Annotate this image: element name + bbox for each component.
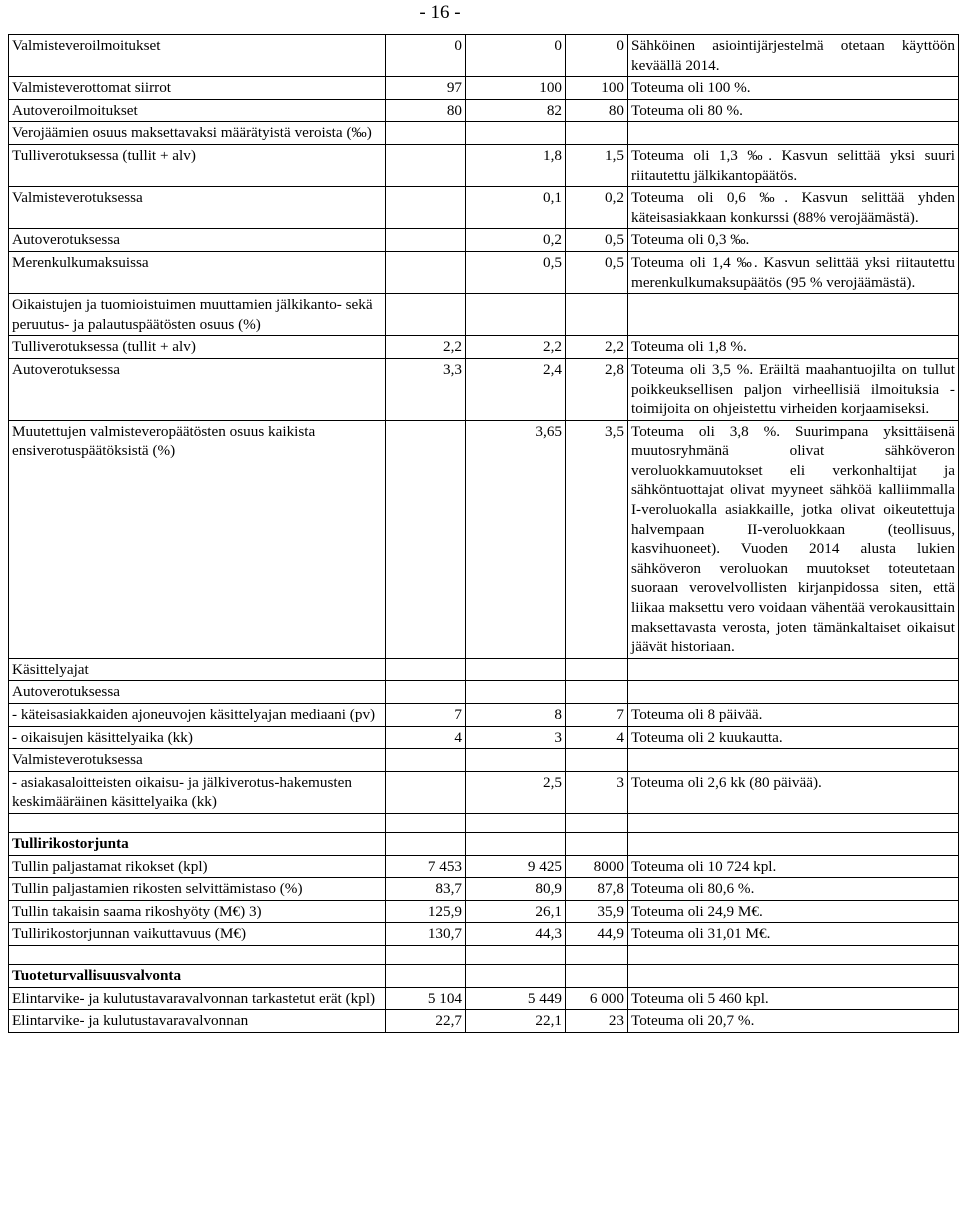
table-row bbox=[9, 987, 959, 1010]
value-cell-1 bbox=[386, 187, 466, 229]
value-cell-2: 26,1 bbox=[466, 900, 566, 923]
value-cell-3: 4 bbox=[566, 726, 628, 749]
row-label: Elintarvike- ja kulutustavaravalvonnan bbox=[9, 1010, 386, 1033]
value-cell-3: 23 bbox=[566, 1010, 628, 1033]
value-cell-3: 1,5 bbox=[566, 144, 628, 186]
row-label: Valmisteverottomat siirrot bbox=[9, 77, 386, 100]
value-cell-3: 7 bbox=[566, 704, 628, 727]
value-cell-2 bbox=[466, 294, 566, 336]
value-cell-3 bbox=[566, 658, 628, 681]
row-label: Tullin paljastamat rikokset (kpl) bbox=[9, 855, 386, 878]
value-cell-3 bbox=[566, 749, 628, 772]
empty-cell bbox=[386, 813, 466, 832]
note-cell bbox=[628, 832, 959, 855]
value-cell-2: 44,3 bbox=[466, 923, 566, 946]
value-cell-3: 100 bbox=[566, 77, 628, 100]
row-label: Tulliverotuksessa (tullit + alv) bbox=[9, 144, 386, 186]
value-cell-1: 22,7 bbox=[386, 1010, 466, 1033]
value-cell-3: 44,9 bbox=[566, 923, 628, 946]
note-cell: Toteuma oli 1,4 ‰. Kasvun selittää yksi riitautettu merenkulkumaksupäätös (95 % verojäämästä). bbox=[628, 251, 959, 293]
value-cell-2: 100 bbox=[466, 77, 566, 100]
row-label: Verojäämien osuus maksettavaksi määrätyistä veroista (‰) bbox=[9, 122, 386, 145]
row-label: Tullin paljastamien rikosten selvittämistaso (%) bbox=[9, 878, 386, 901]
table-row bbox=[9, 923, 959, 946]
table-row bbox=[9, 229, 959, 252]
value-cell-1: 7 453 bbox=[386, 855, 466, 878]
table-row bbox=[9, 251, 959, 293]
empty-cell bbox=[466, 813, 566, 832]
value-cell-1 bbox=[386, 294, 466, 336]
value-cell-2 bbox=[466, 832, 566, 855]
table-row bbox=[9, 294, 959, 336]
row-label: Autoverotuksessa bbox=[9, 229, 386, 252]
value-cell-1: 0 bbox=[386, 35, 466, 77]
note-cell bbox=[628, 658, 959, 681]
value-cell-2: 2,2 bbox=[466, 336, 566, 359]
note-cell bbox=[628, 749, 959, 772]
note-cell: Toteuma oli 31,01 M€. bbox=[628, 923, 959, 946]
table-row bbox=[9, 122, 959, 145]
table-row bbox=[9, 35, 959, 77]
table-row bbox=[9, 658, 959, 681]
value-cell-3: 0,2 bbox=[566, 187, 628, 229]
note-cell: Toteuma oli 80 %. bbox=[628, 99, 959, 122]
row-label: Tulliverotuksessa (tullit + alv) bbox=[9, 336, 386, 359]
value-cell-3: 0 bbox=[566, 35, 628, 77]
table-row bbox=[9, 336, 959, 359]
note-cell: Toteuma oli 20,7 %. bbox=[628, 1010, 959, 1033]
value-cell-1: 125,9 bbox=[386, 900, 466, 923]
row-label: Valmisteveroilmoitukset bbox=[9, 35, 386, 77]
row-label: Valmisteverotuksessa bbox=[9, 187, 386, 229]
note-cell bbox=[628, 122, 959, 145]
note-cell: Toteuma oli 3,5 %. Eräiltä maahantuojilta on tullut poikkeuksellisen paljon virheellisiä ilmoituksia - toimijoita on ohjeistettu virheiden korjaamiseksi. bbox=[628, 358, 959, 420]
table-row bbox=[9, 900, 959, 923]
table-row bbox=[9, 187, 959, 229]
value-cell-3: 0,5 bbox=[566, 229, 628, 252]
table-row bbox=[9, 832, 959, 855]
note-cell: Toteuma oli 5 460 kpl. bbox=[628, 987, 959, 1010]
value-cell-1 bbox=[386, 229, 466, 252]
row-label: - asiakasaloitteisten oikaisu- ja jälkiverotus-hakemusten keskimääräinen käsittelyaika (kk) bbox=[9, 771, 386, 813]
spacer-row bbox=[9, 813, 959, 832]
note-cell: Toteuma oli 10 724 kpl. bbox=[628, 855, 959, 878]
row-label: Merenkulkumaksuissa bbox=[9, 251, 386, 293]
value-cell-1 bbox=[386, 964, 466, 987]
row-label: - oikaisujen käsittelyaika (kk) bbox=[9, 726, 386, 749]
value-cell-3 bbox=[566, 294, 628, 336]
value-cell-2 bbox=[466, 658, 566, 681]
note-cell: Toteuma oli 1,3 ‰. Kasvun selittää yksi suuri riitautettu jälkikantopäätös. bbox=[628, 144, 959, 186]
empty-cell bbox=[386, 945, 466, 964]
value-cell-1: 83,7 bbox=[386, 878, 466, 901]
value-cell-2: 2,4 bbox=[466, 358, 566, 420]
table-row bbox=[9, 681, 959, 704]
row-label: Oikaistujen ja tuomioistuimen muuttamien jälkikanto- sekä peruutus- ja palautuspäätösten osuus (%) bbox=[9, 294, 386, 336]
table-row bbox=[9, 749, 959, 772]
note-cell bbox=[628, 294, 959, 336]
value-cell-2: 82 bbox=[466, 99, 566, 122]
empty-cell bbox=[628, 945, 959, 964]
performance-table bbox=[8, 34, 959, 1033]
value-cell-3: 8000 bbox=[566, 855, 628, 878]
spacer-row bbox=[9, 945, 959, 964]
note-cell: Toteuma oli 2,6 kk (80 päivää). bbox=[628, 771, 959, 813]
table-row bbox=[9, 964, 959, 987]
empty-cell bbox=[9, 945, 386, 964]
value-cell-2 bbox=[466, 964, 566, 987]
note-cell: Toteuma oli 100 %. bbox=[628, 77, 959, 100]
row-label: Muutettujen valmisteveropäätösten osuus kaikista ensiverotuspäätöksistä (%) bbox=[9, 420, 386, 658]
note-cell bbox=[628, 964, 959, 987]
row-label: Autoverotuksessa bbox=[9, 358, 386, 420]
page-number: - 16 - bbox=[419, 2, 461, 23]
table-row bbox=[9, 99, 959, 122]
value-cell-2: 2,5 bbox=[466, 771, 566, 813]
value-cell-3: 87,8 bbox=[566, 878, 628, 901]
value-cell-3: 35,9 bbox=[566, 900, 628, 923]
value-cell-1: 4 bbox=[386, 726, 466, 749]
table-body bbox=[9, 35, 959, 1033]
table-row bbox=[9, 420, 959, 658]
row-label: Tullin takaisin saama rikoshyöty (M€) 3) bbox=[9, 900, 386, 923]
value-cell-1 bbox=[386, 122, 466, 145]
value-cell-3: 2,2 bbox=[566, 336, 628, 359]
value-cell-3: 3 bbox=[566, 771, 628, 813]
note-cell: Toteuma oli 24,9 M€. bbox=[628, 900, 959, 923]
value-cell-2: 22,1 bbox=[466, 1010, 566, 1033]
empty-cell bbox=[566, 945, 628, 964]
value-cell-2: 1,8 bbox=[466, 144, 566, 186]
value-cell-1 bbox=[386, 420, 466, 658]
table-row bbox=[9, 855, 959, 878]
empty-cell bbox=[466, 945, 566, 964]
value-cell-2: 0,2 bbox=[466, 229, 566, 252]
table-row bbox=[9, 1010, 959, 1033]
value-cell-2: 0 bbox=[466, 35, 566, 77]
note-cell: Toteuma oli 2 kuukautta. bbox=[628, 726, 959, 749]
note-cell: Toteuma oli 3,8 %. Suurimpana yksittäisenä muutosryhmänä olivat sähköveron veroluokkamuutokset eli verkonhaltijat ja sähköntuottajat olivat myyneet sähköä kalliimmalla I-veroluokalla asiakkaille, jotka olivat oikeutettuja halvempaan II-veroluokkaan (teollisuus, kasvihuoneet). Vuoden 2014 alusta lukien sähköveron veroluokan muutokset toteutetaan suoraan verovelvollisten kirjanpidossa siten, että liikaa maksettu vero voidaan vähentää verokausittain maksettavasta verosta, joten tämänkaltaiset oikaisut jäävät historiaan. bbox=[628, 420, 959, 658]
value-cell-3 bbox=[566, 122, 628, 145]
row-label: Tuoteturvallisuusvalvonta bbox=[9, 964, 386, 987]
value-cell-3 bbox=[566, 681, 628, 704]
row-label: Autoveroilmoitukset bbox=[9, 99, 386, 122]
value-cell-1 bbox=[386, 144, 466, 186]
value-cell-1 bbox=[386, 749, 466, 772]
note-cell: Toteuma oli 0,3 ‰. bbox=[628, 229, 959, 252]
value-cell-3: 0,5 bbox=[566, 251, 628, 293]
empty-cell bbox=[9, 813, 386, 832]
table-row bbox=[9, 358, 959, 420]
value-cell-2: 0,1 bbox=[466, 187, 566, 229]
value-cell-1 bbox=[386, 658, 466, 681]
value-cell-2: 9 425 bbox=[466, 855, 566, 878]
value-cell-1: 5 104 bbox=[386, 987, 466, 1010]
value-cell-3: 6 000 bbox=[566, 987, 628, 1010]
row-label: Autoverotuksessa bbox=[9, 681, 386, 704]
table-row bbox=[9, 878, 959, 901]
value-cell-2: 3 bbox=[466, 726, 566, 749]
value-cell-1: 7 bbox=[386, 704, 466, 727]
value-cell-2: 80,9 bbox=[466, 878, 566, 901]
value-cell-2: 5 449 bbox=[466, 987, 566, 1010]
row-label: Käsittelyajat bbox=[9, 658, 386, 681]
row-label: Tullirikostorjunnan vaikuttavuus (M€) bbox=[9, 923, 386, 946]
value-cell-3: 2,8 bbox=[566, 358, 628, 420]
value-cell-3 bbox=[566, 964, 628, 987]
value-cell-2 bbox=[466, 681, 566, 704]
value-cell-3 bbox=[566, 832, 628, 855]
value-cell-3: 3,5 bbox=[566, 420, 628, 658]
value-cell-2: 3,65 bbox=[466, 420, 566, 658]
table-row bbox=[9, 77, 959, 100]
note-cell: Toteuma oli 8 päivää. bbox=[628, 704, 959, 727]
empty-cell bbox=[628, 813, 959, 832]
value-cell-1 bbox=[386, 832, 466, 855]
value-cell-1: 130,7 bbox=[386, 923, 466, 946]
row-label: - käteisasiakkaiden ajoneuvojen käsittelyajan mediaani (pv) bbox=[9, 704, 386, 727]
table-row bbox=[9, 144, 959, 186]
value-cell-1: 2,2 bbox=[386, 336, 466, 359]
note-cell bbox=[628, 681, 959, 704]
note-cell: Sähköinen asiointijärjestelmä otetaan käyttöön keväällä 2014. bbox=[628, 35, 959, 77]
value-cell-1 bbox=[386, 771, 466, 813]
note-cell: Toteuma oli 1,8 %. bbox=[628, 336, 959, 359]
value-cell-1: 80 bbox=[386, 99, 466, 122]
table-row bbox=[9, 771, 959, 813]
value-cell-2 bbox=[466, 749, 566, 772]
note-cell: Toteuma oli 0,6 ‰. Kasvun selittää yhden käteisasiakkaan konkurssi (88% verojäämästä). bbox=[628, 187, 959, 229]
table-row bbox=[9, 704, 959, 727]
value-cell-1: 97 bbox=[386, 77, 466, 100]
value-cell-1 bbox=[386, 681, 466, 704]
value-cell-2 bbox=[466, 122, 566, 145]
note-cell: Toteuma oli 80,6 %. bbox=[628, 878, 959, 901]
value-cell-2: 0,5 bbox=[466, 251, 566, 293]
row-label: Elintarvike- ja kulutustavaravalvonnan tarkastetut erät (kpl) bbox=[9, 987, 386, 1010]
value-cell-3: 80 bbox=[566, 99, 628, 122]
value-cell-2: 8 bbox=[466, 704, 566, 727]
value-cell-1: 3,3 bbox=[386, 358, 466, 420]
row-label: Tullirikostorjunta bbox=[9, 832, 386, 855]
empty-cell bbox=[566, 813, 628, 832]
table-row bbox=[9, 726, 959, 749]
row-label: Valmisteverotuksessa bbox=[9, 749, 386, 772]
value-cell-1 bbox=[386, 251, 466, 293]
